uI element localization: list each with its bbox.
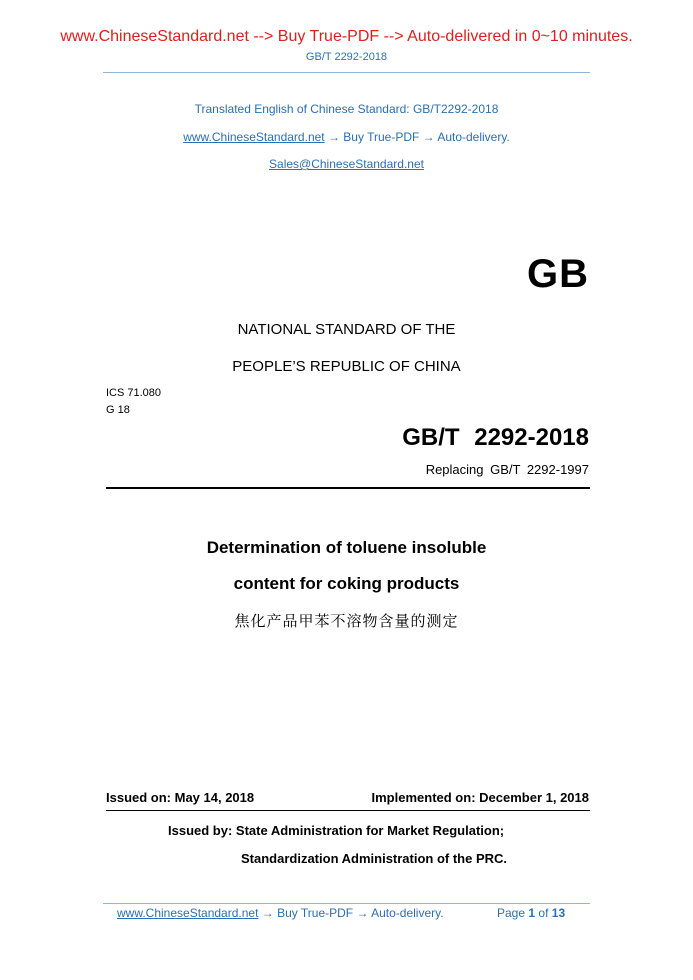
standard-number: GB/T 2292-2018 (402, 424, 589, 451)
sales-line (0, 157, 693, 171)
title-divider (106, 487, 590, 489)
replacing-note: Replacing GB/T 2292-1997 (425, 462, 589, 477)
header-divider (103, 72, 590, 73)
buy-line (0, 130, 693, 144)
national-standard-line1: NATIONAL STANDARD OF THE (237, 321, 456, 338)
header-standard-code: GB/T 2292-2018 (305, 51, 388, 63)
footer-buy-text: → Buy True-PDF → Auto-delivery. (258, 906, 444, 920)
site-link[interactable]: www.ChineseStandard.net (183, 130, 325, 144)
ics-code: ICS 71.080 (106, 387, 162, 399)
dates-divider (106, 810, 590, 811)
page-current: 1 (528, 906, 536, 920)
page-total: 13 (551, 906, 566, 920)
issuer-line1: Issued by: State Administration for Market Regulation; (168, 823, 505, 838)
footer-divider (103, 903, 590, 904)
gb-mark: GB (527, 252, 589, 296)
issuer-line2: Standardization Administration of the PRC. (241, 851, 508, 866)
implemented-on-date: Implemented on: December 1, 2018 (371, 790, 589, 805)
title-english-line2: content for coking products (233, 574, 460, 593)
issued-on-date: Issued on: May 14, 2018 (106, 790, 255, 805)
translated-notice: Translated English of Chinese Standard: GB/T2292-2018 (194, 102, 499, 116)
page-label: Page (497, 906, 526, 920)
sales-email-link[interactable]: Sales@ChineseStandard.net (269, 157, 424, 171)
national-standard-line2: PEOPLE’S REPUBLIC OF CHINA (232, 358, 461, 375)
buy-text: → Buy True-PDF → Auto-delivery. (324, 130, 510, 144)
page-indicator (497, 906, 565, 920)
top-banner[interactable]: www.ChineseStandard.net --> Buy True-PDF --> Auto-delivered in 0~10 minutes. (60, 28, 633, 45)
title-chinese: 焦化产品甲苯不溶物含量的测定 (234, 612, 459, 630)
footer-site-link[interactable]: www.ChineseStandard.net (117, 906, 259, 920)
page-of-label: of (538, 906, 549, 920)
title-english-line1: Determination of toluene insoluble (206, 538, 487, 557)
ccs-code: G 18 (106, 404, 130, 416)
footer-buy-line (117, 906, 444, 920)
